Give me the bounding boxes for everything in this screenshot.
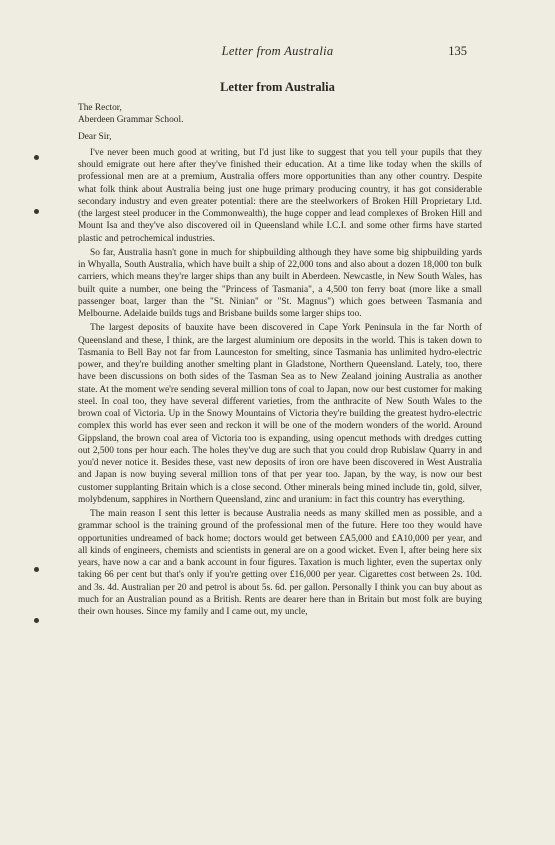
paragraph: The largest deposits of bauxite have been discovered in Cape York Peninsula in the far North of Queensland and these, I think, are the largest aluminium ore deposits in the world. This is taken down to Tasmania to Bell Bay not far from Launceston for smelting, since Tasmania has unlimited hydro-electric power, and they're building another smelting plant in Gladstone, Northern Queensland. Lately, too, there have been discussions on both sides of the Tasman Sea as to New Zealand joining Australia as another state. At the moment we're sending several million tons of coal to Japan, now our best customer for making steel. In coal too, they have several different varieties, from the anthracite of New South Wales to the brown coal of Victoria. Up in the Snowy Mountains of Victoria they're building the greatest hydro-electric complex this world has ever seen and reckon it will be one of the modern wonders of the world. Around Gippsland, the brown coal area of Victoria too is expanding, using opencut methods with dredges cutting out 2,500 tons per hour each. The holes they've dug are such that you could drop Rubislaw Quarry in and you'd never notice it. Besides these, vast new deposits of iron ore have been discovered in West Australia and Japan is now buying several million tons of that per year too. Japan, by the way, is now our best customer supplanting Britain which is a close second. Other minerals being mined include tin, gold, silver, molybdenum, sapphires in Northern Queensland, zinc and uranium: in fact this country has everything.: [78, 323, 482, 505]
address-line: Aberdeen Grammar School.: [78, 115, 184, 126]
binding-hole: [34, 618, 39, 623]
running-head: [0, 44, 555, 60]
binding-hole: [34, 567, 39, 572]
paragraph: The main reason I sent this letter is because Australia needs as many skilled men as possible, and a grammar school is the training ground of the professional men of the future. Here too they would have opportunities undreamed of back home; doctors would get between £A5,000 and £A10,000 per year, and all kinds of engineers, chemists and scientists in general are on a good wicket. Even I, after being here six years, have now a car and a bank account in four figures. Taxation is much lighter, even the supertax only taking 66 per cent but that's only if you're getting over £16,000 per year. Cigarettes cost between 2s. 10d. and 3s. 4d. Australian per 20 and petrol is about 5s. 6d. per gallon. Personally I think you can buy about as much for an Australian pound as a British. Rents are dearer here than in Britain but most folk are buying their own houses. Since my family and I came out, my uncle,: [78, 509, 482, 617]
binding-hole: [34, 209, 39, 214]
address-line: The Rector,: [78, 103, 122, 113]
binding-hole: [34, 155, 39, 160]
page-number: 135: [448, 44, 467, 58]
paragraph: So far, Australia hasn't gone in much for shipbuilding although they have some big shipbuilding yards in Whyalla, South Australia, which have built a ship of 22,000 tons and also about a dozen 18,000 ton bulk carriers, which means they're larger ships than any built in Aberdeen. Newcastle, in New South Wales, has built quite a number, one being the "Princess of Tasmania", a 4,500 ton ferry boat (more like a small passenger boat, larger than the "St. Ninian" or "St. Magnus") which goes between Tasmania and Melbourne. Adelaide builds tugs and Brisbane builds some larger ships too.: [78, 247, 482, 319]
article-title: Letter from Australia: [220, 80, 335, 94]
salutation: Dear Sir,: [78, 131, 112, 142]
running-title: Letter from Australia: [221, 44, 334, 58]
paragraph: I've never been much good at writing, but I'd just like to suggest that you tell your pupils that they should emigrate out here after they've finished their education. At a time like today when the skills of professional men are at a premium, Australia offers more opportunities than any other country. Despite what folk think about Australia being just one huge primary producing country, it has got considerable secondary industry and even greater potential: there are the steelworkers of Broken Hill Proprietary Ltd. (the largest steel producer in the Commonwealth), the huge copper and lead complexes of Broken Hill and Mount Isa and they've also discovered oil in Queensland while I.C.I. and some other firms have started plastic and petrochemical industries.: [78, 147, 482, 244]
letter-body: [78, 102, 482, 618]
